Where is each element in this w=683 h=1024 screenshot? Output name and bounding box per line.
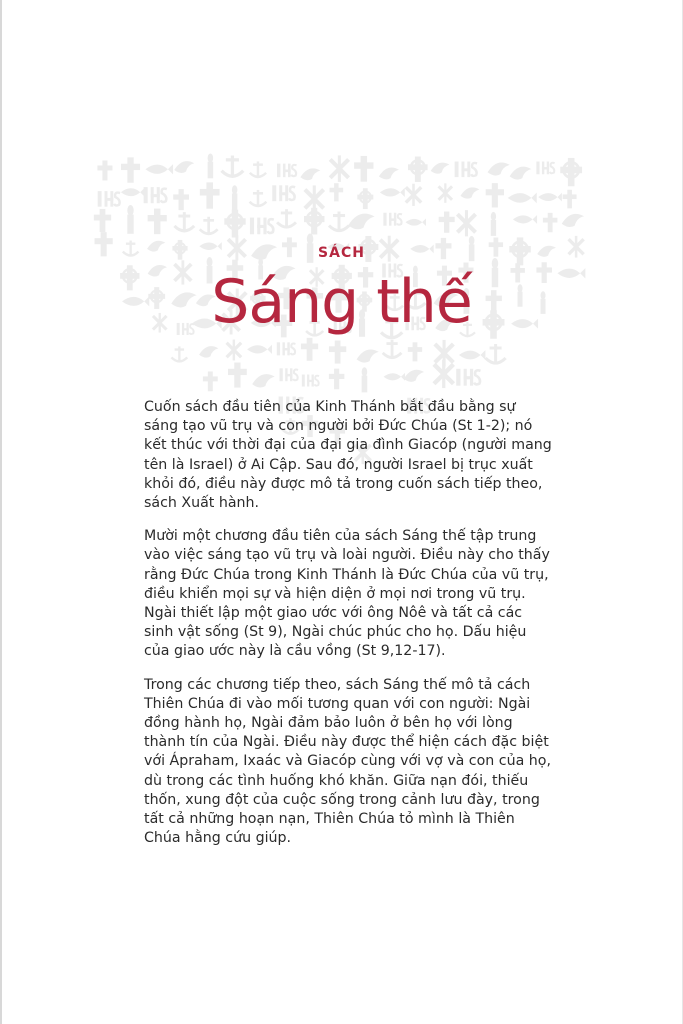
cross-icon: [200, 182, 220, 208]
dove-icon: [379, 168, 399, 180]
cross-icon: [543, 213, 558, 232]
fish-icon: [247, 345, 272, 354]
fish-icon: [459, 350, 485, 360]
ihs-icon: [280, 368, 299, 381]
anchor-icon: [277, 209, 296, 228]
cross-icon: [329, 369, 344, 390]
anchor-icon: [222, 156, 244, 178]
ihs-icon: [98, 191, 120, 207]
celtic-cross-icon: [357, 188, 373, 209]
fish-icon: [121, 188, 145, 197]
celtic-cross-icon: [304, 208, 324, 235]
anchor-icon: [250, 161, 266, 177]
fish-icon: [513, 215, 537, 224]
dove-icon: [404, 370, 424, 382]
book-kicker: SÁCH: [318, 245, 365, 261]
fish-icon: [145, 164, 173, 174]
anchor-icon: [174, 212, 194, 232]
ihs-icon: [272, 185, 295, 201]
dove-icon: [300, 168, 320, 180]
paragraph-creation: Mười một chương đầu tiên của sách Sáng thế tập trung vào việc sáng tạo vũ trụ và loài người. Điều này cho thấy rằng Đức Chúa trong Kinh Thánh là Đức Chúa của vũ trụ, điều khiển mọi sự và hiện diện ở mọi nơi trong vũ trụ. Ngài thiết lập một giao ước với ông Nôê và tất cả các sinh vật sống (St 9), Ngài chúc phúc cho họ. Dấu hiệu của giao ước này là cầu vồng (St 9,12-17).: [144, 528, 550, 660]
anchor-icon: [200, 217, 218, 235]
celtic-cross-icon: [224, 210, 245, 238]
cross-icon: [228, 363, 247, 388]
fish-icon: [380, 188, 405, 197]
candle-icon: [362, 367, 368, 392]
dove-icon: [431, 163, 450, 174]
cross-icon: [97, 160, 112, 180]
paragraph-covenant: Trong các chương tiếp theo, sách Sáng thế mô tả cách Thiên Chúa đi vào mối tương quan với con người: Ngài đồng hành họ, Ngài đảm bảo luôn ở bên họ với lòng thành tín của Ngài. Điều này được thể hiện cách đặc biệt với Ápraham, Ixaác và Giacóp cùng với vợ và con của họ, dù trong các tình huống khó khăn. Giữa nạn đói, thiếu thốn, xung đột của cuộc sống trong cảnh lưu đày, trong tất cả những hoạn nạn, Thiên Chúa tỏ mình là Thiên Chúa hằng cứu giúp.: [144, 676, 551, 847]
cross-icon: [148, 209, 167, 235]
ihs-icon: [383, 213, 402, 226]
ihs-icon: [277, 342, 296, 355]
cross-icon: [330, 183, 344, 201]
anchor-icon: [383, 340, 402, 359]
anchor-icon: [171, 346, 187, 362]
ihs-icon: [302, 375, 319, 387]
cross-icon: [121, 157, 140, 182]
chi-rho-icon: [406, 184, 421, 206]
ihs-icon: [144, 187, 167, 203]
dove-icon: [199, 346, 218, 357]
chi-rho-icon: [227, 339, 242, 360]
anchor-icon: [329, 212, 349, 232]
candle-icon: [491, 212, 496, 236]
fish-icon: [538, 193, 562, 202]
candle-icon: [208, 153, 214, 178]
fish-icon: [384, 373, 405, 381]
chi-rho-icon: [439, 183, 453, 203]
cross-icon: [563, 190, 577, 209]
cross-icon: [173, 189, 189, 210]
dove-icon: [348, 214, 374, 230]
celtic-cross-icon: [408, 156, 428, 181]
anchor-icon: [486, 344, 506, 364]
dove-icon: [357, 349, 379, 362]
ihs-icon: [277, 164, 297, 178]
anchor-icon: [250, 190, 267, 207]
dove-icon: [252, 374, 274, 387]
celtic-cross-icon: [560, 158, 582, 186]
fish-icon: [406, 218, 426, 226]
fish-icon: [508, 193, 537, 204]
candle-icon: [127, 205, 133, 234]
paragraph-intro: Cuốn sách đầu tiên của Kinh Thánh bắt đầu bằng sự sáng tạo vũ trụ và con người bởi Đức Chúa (St 1-2); nó kết thúc với thời đại của đại gia đình Giacóp (người mang tên là Israel) ở Ai Cập. Sau đó, người Israel bị trục xuất khỏi đó, điều này được mô tả trong cuốn sách tiếp theo, sách Xuất hành.: [144, 399, 552, 512]
dove-icon: [174, 161, 194, 173]
ihs-icon: [250, 218, 274, 235]
cross-icon: [329, 341, 346, 364]
cross-icon: [439, 211, 455, 232]
chi-rho-icon: [457, 210, 475, 236]
cross-icon: [94, 209, 111, 232]
dove-icon: [510, 167, 532, 180]
candle-icon: [232, 185, 237, 210]
cross-icon: [203, 371, 218, 391]
chi-rho-icon: [330, 155, 348, 182]
cross-icon: [354, 156, 373, 182]
ihs-icon: [456, 369, 480, 386]
ihs-icon: [455, 161, 477, 177]
dove-icon: [461, 187, 480, 198]
cross-icon: [408, 342, 422, 361]
body-text: [144, 398, 552, 862]
book-title: Sáng thế: [211, 267, 472, 337]
chi-rho-icon: [434, 360, 453, 388]
dove-icon: [488, 162, 510, 175]
cross-icon: [486, 183, 504, 207]
ihs-icon: [536, 162, 554, 175]
dove-icon: [562, 214, 584, 227]
